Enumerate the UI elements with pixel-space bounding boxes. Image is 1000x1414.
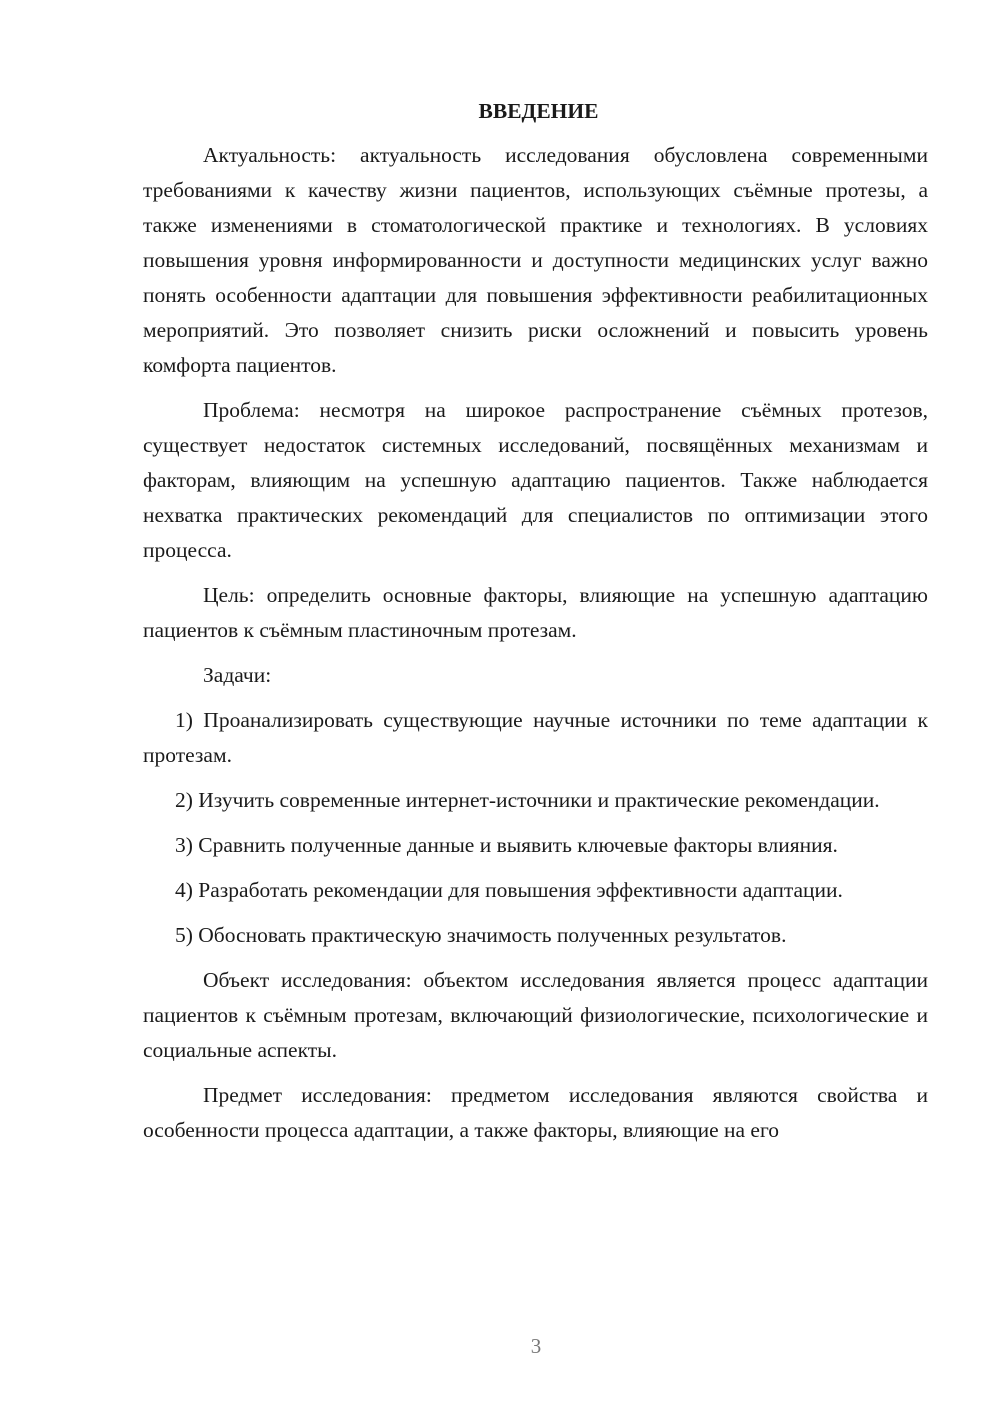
tasks-heading: Задачи: [203, 663, 272, 687]
task-item-5: 5) Обосновать практическую значимость полученных результатов. [175, 923, 787, 947]
relevance-paragraph: Актуальность: актуальность исследования обусловлена современными требованиями к качеству жизни пациентов, использующих съёмные протезы, а также изменениями в стоматологической практике и технологиях. В условиях повышения уровня информированности и доступности медицинских услуг важно понять особенности адаптации для повышения эффективности реабилитационных мероприятий. Это позволяет снизить риски осложнений и повысить уровень комфорта пациентов. [143, 143, 928, 377]
page-number: 3 [530, 1334, 542, 1358]
problem-paragraph: Проблема: несмотря на широкое распространение съёмных протезов, существует недостаток системных исследований, посвящённых механизмам и факторам, влияющим на успешную адаптацию пациентов. Также наблюдается нехватка практических рекомендаций для специалистов по оптимизации этого процесса. [143, 398, 928, 562]
subject-paragraph: Предмет исследования: предметом исследования являются свойства и особенности процесса адаптации, а также факторы, влияющие на его [143, 1083, 928, 1142]
page-content [143, 96, 928, 1158]
goal-paragraph: Цель: определить основные факторы, влияющие на успешную адаптацию пациентов к съёмным пластиночным протезам. [143, 583, 928, 642]
section-title: ВВЕДЕНИЕ [478, 99, 599, 123]
task-item-1: 1) Проанализировать существующие научные источники по теме адаптации к протезам. [143, 708, 928, 767]
task-item-3: 3) Сравнить полученные данные и выявить ключевые факторы влияния. [175, 833, 838, 857]
object-paragraph: Объект исследования: объектом исследования является процесс адаптации пациентов к съёмным протезам, включающий физиологические, психологические и социальные аспекты. [143, 968, 928, 1062]
task-item-2: 2) Изучить современные интернет-источники и практические рекомендации. [175, 788, 880, 812]
task-item-4: 4) Разработать рекомендации для повышения эффективности адаптации. [175, 878, 843, 902]
